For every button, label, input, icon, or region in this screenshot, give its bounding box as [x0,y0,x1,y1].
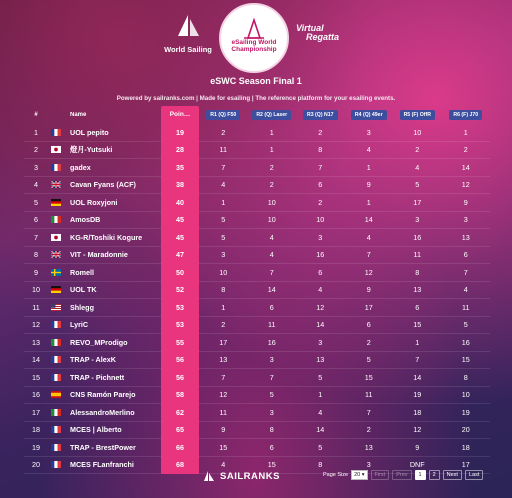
flag-us-icon [51,304,61,311]
race-3-cell: 12 [316,302,325,312]
rank-cell: 6 [34,215,38,225]
rank-cell: 17 [32,407,40,417]
race-5-cell: 12 [413,425,422,435]
rank-cell: 7 [34,232,38,242]
race-5-cell: 7 [415,355,420,365]
race-5-cell: 19 [413,390,422,400]
race-3-cell: 6 [318,180,323,190]
rank-cell: 13 [32,337,40,347]
table-row[interactable] [24,404,490,422]
race-2-cell: 4 [269,232,274,242]
points-cell: 38 [161,176,199,194]
race-3-cell: 1 [318,390,323,400]
rank-cell: 12 [32,320,40,330]
race-6-cell: 7 [463,267,468,277]
flag-fr-icon [51,164,61,171]
points-cell: 56 [161,369,199,387]
race-4-cell: 14 [364,215,373,225]
table-row[interactable] [24,142,490,160]
sailor-name[interactable]: Shlegg [70,302,94,312]
sailor-name[interactable]: UOL pepito [70,127,109,137]
table-row[interactable] [24,229,490,247]
race-4-cell: 2 [366,337,371,347]
race-1-cell: 3 [221,250,226,260]
table-row[interactable] [24,194,490,212]
points-cell: 47 [161,246,199,264]
sailor-name[interactable]: LyriC [70,320,89,330]
race-1-cell: 15 [219,442,228,452]
race-1-cell: 2 [221,320,226,330]
flag-fr-icon [51,461,61,468]
country-flag [48,234,64,241]
race-1-cell: 4 [221,460,226,470]
hero-banner [0,0,512,70]
col-race-1[interactable]: R1 (Q) F50 [206,110,240,120]
first-page-button[interactable]: First [371,470,390,480]
race-2-cell: 15 [267,460,276,470]
points-cell: 50 [161,264,199,282]
championship-emblem [219,3,289,73]
race-5-cell: 8 [415,267,420,277]
race-2-cell: 11 [268,320,276,330]
sailor-name[interactable]: Cavan Fyans (ACF) [70,180,136,190]
race-5-cell: 15 [413,320,422,330]
race-5-cell: 3 [415,215,420,225]
race-3-cell: 10 [316,215,325,225]
race-5-cell: 13 [413,285,422,295]
race-4-cell: 9 [366,285,371,295]
rank-cell: 3 [34,162,38,172]
table-row[interactable] [24,247,490,265]
flag-se-icon [51,269,61,276]
table-row[interactable] [24,317,490,335]
race-4-cell: 4 [366,232,371,242]
race-4-cell: 9 [366,180,371,190]
race-2-cell: 6 [269,302,274,312]
sailor-name[interactable]: AlessandroMerlino [70,407,135,417]
page-size-select[interactable]: 20 ▾ [351,470,367,480]
race-1-cell: 1 [221,302,226,312]
rank-cell: 20 [32,460,40,470]
pagination [323,470,483,480]
race-1-cell: 7 [221,372,226,382]
flag-gb-icon [51,181,61,188]
points-cell: 19 [161,124,199,142]
col-name[interactable]: Name [70,112,87,118]
points-cell: 65 [161,421,199,439]
race-6-cell: 17 [461,460,470,470]
race-3-cell: 5 [318,372,323,382]
points-cell: 62 [161,404,199,422]
race-2-cell: 8 [269,425,274,435]
race-5-cell: 11 [413,250,421,260]
race-6-cell: 3 [463,215,468,225]
rank-cell: 1 [34,127,38,137]
race-5-cell: 14 [413,372,422,382]
race-2-cell: 1 [269,145,274,155]
race-2-cell: 16 [267,337,276,347]
points-cell: 35 [161,159,199,177]
race-6-cell: 10 [461,390,470,400]
country-flag [48,286,64,293]
country-flag [48,129,64,136]
race-6-cell: 15 [461,355,470,365]
flag-de-icon [51,286,61,293]
race-3-cell: 7 [318,162,323,172]
race-2-cell: 3 [269,355,274,365]
race-5-cell: 17 [413,197,422,207]
race-2-cell: 14 [267,285,276,295]
race-1-cell: 10 [219,267,228,277]
table-row[interactable] [24,387,490,405]
col-points[interactable]: Poin… [161,106,199,124]
sailor-name[interactable]: KG-R/Toshiki Kogure [70,232,143,242]
flag-jp-icon [51,146,61,153]
race-2-cell: 5 [269,390,274,400]
race-2-cell: 2 [269,180,274,190]
race-6-cell: 1 [463,127,468,137]
table-row[interactable] [24,334,490,352]
flag-gb-icon [51,251,61,258]
col-rank[interactable]: # [34,112,38,118]
points-cell: 45 [161,211,199,229]
race-1-cell: 9 [221,425,226,435]
flag-it-icon [51,216,61,223]
race-4-cell: 13 [364,442,373,452]
country-flag [48,304,64,311]
sailranks-logo[interactable]: SAILRANKS [202,470,280,482]
race-3-cell: 4 [318,407,323,417]
sailor-name[interactable]: MCES | Alberto [70,425,122,435]
race-2-cell: 7 [269,372,274,382]
table-row[interactable] [24,124,490,142]
sailor-name[interactable]: MCES FLanfranchi [70,460,134,470]
country-flag [48,409,64,416]
race-1-cell: 1 [221,197,226,207]
sailor-name[interactable]: UOL TK [70,285,97,295]
points-cell: 40 [161,194,199,212]
country-flag [48,199,64,206]
race-4-cell: 4 [366,145,371,155]
prev-page-button[interactable]: Prev [392,470,411,480]
flag-fr-icon [51,444,61,451]
country-flag [48,321,64,328]
race-3-cell: 8 [318,460,323,470]
table-row[interactable] [24,212,490,230]
race-3-cell: 4 [318,285,323,295]
table-header [24,106,490,124]
race-6-cell: 5 [463,320,468,330]
race-6-cell: 2 [463,145,468,155]
points-cell: 45 [161,229,199,247]
race-1-cell: 11 [219,407,227,417]
race-3-cell: 2 [318,127,323,137]
flag-fr-icon [51,321,61,328]
race-5-cell: 6 [415,302,420,312]
race-6-cell: 9 [463,197,468,207]
race-1-cell: 12 [219,390,228,400]
race-1-cell: 2 [221,127,226,137]
race-1-cell: 8 [221,285,226,295]
sail-icon [242,18,266,40]
race-4-cell: 15 [364,372,373,382]
last-page-button[interactable]: Last [465,470,483,480]
rank-cell: 11 [32,302,40,312]
sailor-name[interactable]: UOL Roxyjoni [70,197,118,207]
race-3-cell: 14 [316,320,325,330]
emblem-line-1: eSailing World [231,39,277,47]
rank-cell: 18 [32,425,40,435]
country-flag [48,146,64,153]
race-2-cell: 7 [269,267,274,277]
col-race-5[interactable]: R5 (F) OffR [400,110,435,120]
points-cell: 28 [161,141,199,159]
race-4-cell: 6 [366,320,371,330]
flag-it-icon [51,339,61,346]
race-2-cell: 4 [269,250,274,260]
race-4-cell: 7 [366,250,371,260]
race-4-cell: 2 [366,425,371,435]
race-6-cell: 14 [461,162,470,172]
race-4-cell: 1 [366,162,371,172]
race-5-cell: 2 [415,145,420,155]
race-6-cell: 8 [463,372,468,382]
race-1-cell: 7 [221,162,226,172]
col-race-6[interactable]: R6 (F) J70 [449,110,482,120]
table-row[interactable] [24,177,490,195]
sailor-name[interactable]: TRAP - Pichnett [70,372,125,382]
sailor-name[interactable]: TRAP - BrestPower [70,442,136,452]
sailor-name[interactable]: REVO_MProdigo [70,337,128,347]
race-2-cell: 6 [269,442,274,452]
country-flag [48,164,64,171]
table-body [24,124,490,474]
country-flag [48,216,64,223]
race-2-cell: 3 [269,407,274,417]
race-5-cell: 4 [415,162,420,172]
race-3-cell: 5 [318,442,323,452]
col-race-3[interactable]: R3 (Q) N17 [303,110,338,120]
rank-cell: 19 [32,442,40,452]
race-4-cell: 1 [366,197,371,207]
race-3-cell: 8 [318,145,323,155]
race-5-cell: 16 [413,232,422,242]
race-4-cell: 17 [364,302,373,312]
flag-es-icon [51,391,61,398]
col-race-4[interactable]: R4 (Q) 49er [351,110,387,120]
race-4-cell: 3 [366,127,371,137]
race-6-cell: 6 [463,250,468,260]
world-sailing-logo: World Sailing [158,14,218,54]
race-6-cell: 12 [461,180,470,190]
page-1-button[interactable]: 1 [415,470,426,480]
flag-fr-icon [51,426,61,433]
race-5-cell: 5 [415,180,420,190]
points-cell: 53 [161,299,199,317]
race-3-cell: 3 [318,337,323,347]
points-cell: 58 [161,386,199,404]
page-2-button[interactable]: 2 [429,470,440,480]
rank-cell: 16 [32,390,40,400]
race-3-cell: 13 [316,355,325,365]
country-flag [48,426,64,433]
race-4-cell: 3 [366,460,371,470]
race-5-cell: 9 [415,442,420,452]
points-cell: 53 [161,316,199,334]
rank-cell: 8 [34,250,38,260]
race-3-cell: 6 [318,267,323,277]
race-6-cell: 4 [463,285,468,295]
rank-cell: 4 [34,180,38,190]
race-4-cell: 5 [366,355,371,365]
page-size-label: Page Size [323,472,349,478]
race-2-cell: 2 [269,162,274,172]
country-flag [48,374,64,381]
race-6-cell: 16 [461,337,470,347]
rank-cell: 15 [32,372,40,382]
results-table [24,106,490,474]
sail-icon [202,470,216,482]
sailor-name[interactable]: gadex [70,162,91,172]
rank-cell: 2 [34,145,38,155]
sailor-name[interactable]: TRAP - AlexK [70,355,116,365]
race-5-cell: DNF [409,460,425,470]
race-3-cell: 3 [318,232,323,242]
flag-de-icon [51,199,61,206]
col-race-2[interactable]: R2 (Q) Laser [252,110,291,120]
race-4-cell: 11 [365,390,373,400]
race-1-cell: 5 [221,215,226,225]
virtual-regatta-logo: Virtual Regatta [296,23,340,42]
race-6-cell: 11 [462,302,470,312]
race-1-cell: 5 [221,232,226,242]
page-title: eSWC Season Final 1 [210,76,302,86]
country-flag [48,339,64,346]
race-4-cell: 7 [366,407,371,417]
race-1-cell: 4 [221,180,226,190]
race-2-cell: 1 [269,127,274,137]
rank-cell: 5 [34,197,38,207]
sailor-name[interactable]: 燈月-Yutsuki [70,144,113,154]
rank-cell: 14 [32,355,40,365]
race-6-cell: 18 [461,442,470,452]
rank-cell: 9 [34,267,38,277]
race-2-cell: 10 [267,215,276,225]
table-row[interactable] [24,282,490,300]
sail-icon [175,14,201,38]
page-subtitle: Powered by sailranks.com | Made for esailing | The reference platform for your esailing events. [116,95,396,102]
country-flag [48,251,64,258]
table-row[interactable] [24,299,490,317]
flag-fr-icon [51,356,61,363]
race-6-cell: 13 [461,232,470,242]
sailor-name[interactable]: CNS Ramón Parejo [70,390,136,400]
country-flag [48,269,64,276]
table-row[interactable] [24,264,490,282]
points-cell: 56 [161,351,199,369]
race-1-cell: 17 [219,337,228,347]
race-5-cell: 1 [415,337,420,347]
country-flag [48,356,64,363]
country-flag [48,391,64,398]
race-2-cell: 10 [267,197,276,207]
race-3-cell: 14 [316,425,325,435]
table-row[interactable] [24,159,490,177]
sailor-name[interactable]: Romell [70,267,94,277]
sailor-name[interactable]: AmosDB [70,215,101,225]
flag-fr-icon [51,129,61,136]
country-flag [48,444,64,451]
emblem-line-2: Championship [231,46,277,53]
points-cell: 52 [161,281,199,299]
race-6-cell: 19 [461,407,470,417]
race-5-cell: 10 [413,127,422,137]
race-5-cell: 18 [413,407,422,417]
rank-cell: 10 [32,285,40,295]
race-1-cell: 11 [219,145,227,155]
country-flag [48,181,64,188]
race-4-cell: 12 [364,267,373,277]
sailor-name[interactable]: VIT - Maradonnie [70,250,128,260]
table-row[interactable] [24,369,490,387]
race-6-cell: 20 [461,425,470,435]
flag-fr-icon [51,374,61,381]
flag-jp-icon [51,234,61,241]
table-row[interactable] [24,422,490,440]
points-cell: 66 [161,439,199,457]
table-row[interactable] [24,439,490,457]
table-row[interactable] [24,352,490,370]
next-page-button[interactable]: Next [443,470,462,480]
race-3-cell: 16 [316,250,325,260]
race-3-cell: 2 [318,197,323,207]
race-1-cell: 13 [219,355,228,365]
flag-it-icon [51,409,61,416]
points-cell: 68 [161,456,199,474]
country-flag [48,461,64,468]
points-cell: 55 [161,334,199,352]
